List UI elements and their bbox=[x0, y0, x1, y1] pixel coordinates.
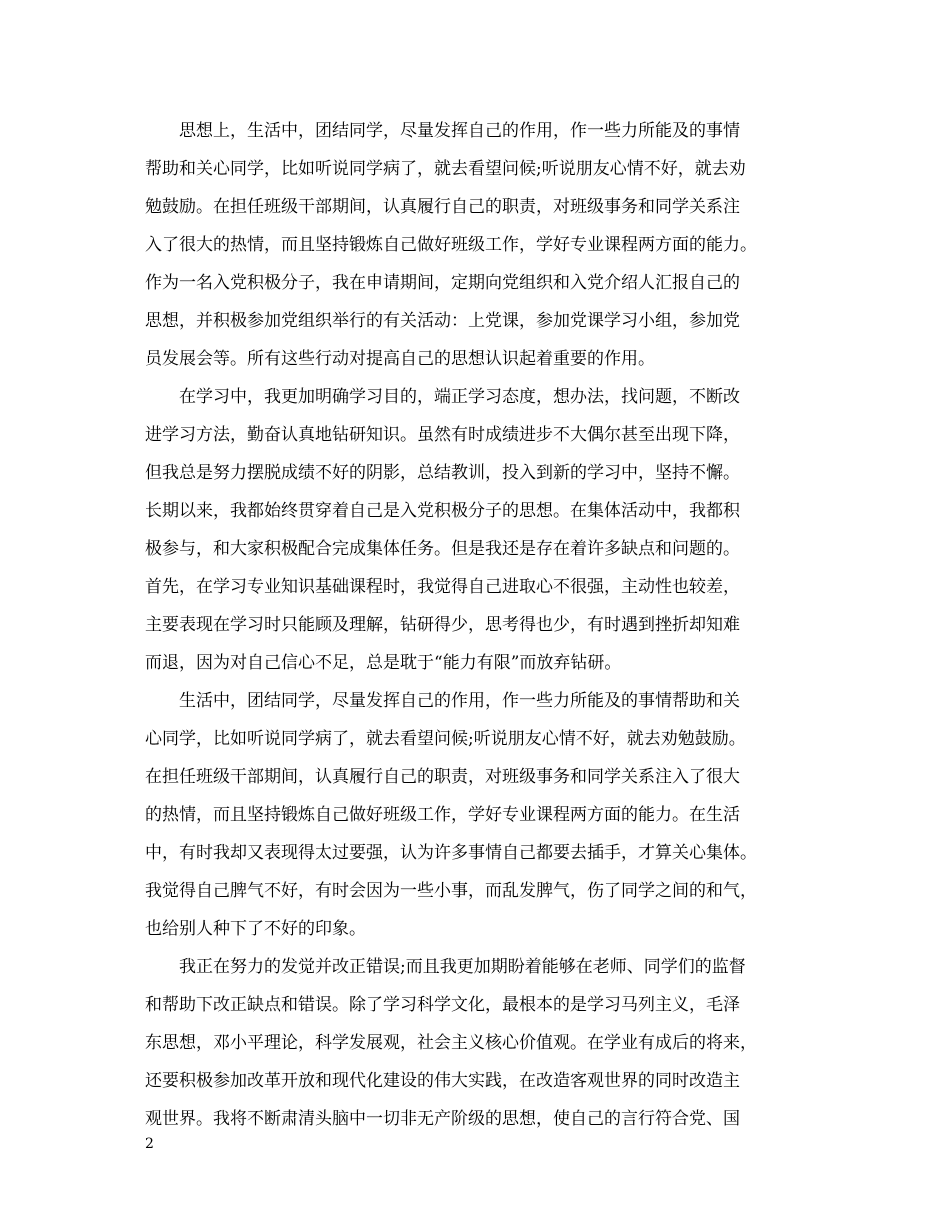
paragraph-line: 我正在努力的发觉并改正错误;而且我更加期盼着能够在老师、同学们的监督 bbox=[179, 957, 746, 977]
paragraph-line: 观世界。我将不断肃清头脑中一切非无产阶级的思想，使自己的言行符合党、国 bbox=[145, 1109, 740, 1129]
paragraph-line: 心同学，比如听说同学病了，就去看望问候;听说朋友心情不好，就去劝勉鼓励。 bbox=[145, 729, 746, 749]
paragraph-line: 我觉得自己脾气不好，有时会因为一些小事，而乱发脾气，伤了同学之间的和气， bbox=[145, 881, 757, 901]
page-number: 2 bbox=[145, 1136, 154, 1152]
paragraph-line: 但我总是努力摆脱成绩不好的阴影，总结教训，投入到新的学习中，坚持不懈。 bbox=[145, 463, 740, 483]
paragraph-line: 员发展会等。所有这些行动对提高自己的思想认识起着重要的作用。 bbox=[145, 349, 655, 369]
paragraph-line: 生活中，团结同学，尽量发挥自己的作用，作一些力所能及的事情帮助和关 bbox=[179, 691, 740, 711]
paragraph-line: 而退，因为对自己信心不足，总是耽于“能力有限”而放弃钻研。 bbox=[145, 653, 622, 673]
paragraph-line: 和帮助下改正缺点和错误。除了学习科学文化，最根本的是学习马列主义，毛泽 bbox=[145, 995, 740, 1015]
paragraph-line: 长期以来，我都始终贯穿着自己是入党积极分子的思想。在集体活动中，我都积 bbox=[145, 501, 740, 521]
paragraph-line: 思想，并积极参加党组织举行的有关活动：上党课，参加党课学习小组，参加党 bbox=[145, 311, 740, 331]
paragraph-line: 也给别人种下了不好的印象。 bbox=[145, 919, 366, 939]
paragraph-line: 作为一名入党积极分子，我在申请期间，定期向党组织和入党介绍人汇报自己的 bbox=[145, 273, 740, 293]
paragraph-line: 在学习中，我更加明确学习目的，端正学习态度，想办法，找问题，不断改 bbox=[179, 387, 740, 407]
paragraph-line: 勉鼓励。在担任班级干部期间，认真履行自己的职责，对班级事务和同学关系注 bbox=[145, 197, 740, 217]
paragraph-line: 入了很大的热情，而且坚持锻炼自己做好班级工作，学好专业课程两方面的能力。 bbox=[145, 235, 757, 255]
paragraph-line: 中，有时我却又表现得太过要强，认为许多事情自己都要去插手，才算关心集体。 bbox=[145, 843, 757, 863]
paragraph-line: 东思想，邓小平理论，科学发展观，社会主义核心价值观。在学业有成后的将来， bbox=[145, 1033, 757, 1053]
paragraph-line: 主要表现在学习时只能顾及理解，钻研得少，思考得也少，有时遇到挫折却知难 bbox=[145, 615, 740, 635]
paragraph-line: 的热情，而且坚持锻炼自己做好班级工作，学好专业课程两方面的能力。在生活 bbox=[145, 805, 740, 825]
paragraph-line: 极参与，和大家积极配合完成集体任务。但是我还是存在着许多缺点和问题的。 bbox=[145, 539, 740, 559]
paragraph-line: 进学习方法，勤奋认真地钻研知识。虽然有时成绩进步不大偶尔甚至出现下降， bbox=[145, 425, 740, 445]
paragraph-line: 思想上，生活中，团结同学，尽量发挥自己的作用，作一些力所能及的事情 bbox=[179, 121, 740, 141]
paragraph-line: 首先，在学习专业知识基础课程时，我觉得自己进取心不很强，主动性也较差， bbox=[145, 577, 740, 597]
paragraph-line: 还要积极参加改革开放和现代化建设的伟大实践，在改造客观世界的同时改造主 bbox=[145, 1071, 740, 1091]
paragraph-line: 在担任班级干部期间，认真履行自己的职责，对班级事务和同学关系注入了很大 bbox=[145, 767, 740, 787]
paragraph-line: 帮助和关心同学，比如听说同学病了，就去看望问候;听说朋友心情不好，就去劝 bbox=[145, 159, 746, 179]
